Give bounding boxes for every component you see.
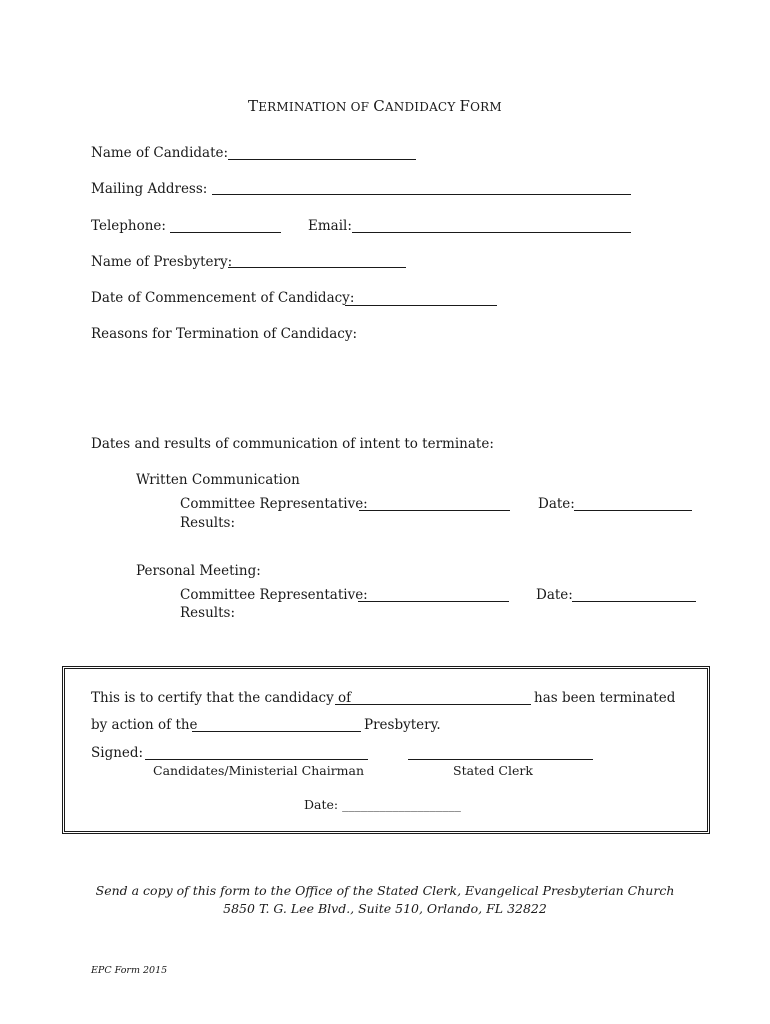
title-part: ORM <box>470 100 502 114</box>
title-part: F <box>459 97 471 115</box>
name-of-presbytery-label: Name of Presbytery: <box>91 254 233 270</box>
personal-date-field[interactable] <box>572 601 696 602</box>
date-commencement-field[interactable] <box>345 305 497 306</box>
presbytery-action-field[interactable] <box>192 731 361 732</box>
clerk-caption: Stated Clerk <box>453 763 533 778</box>
name-of-presbytery-field[interactable] <box>228 267 406 268</box>
form-id: EPC Form 2015 <box>91 965 168 976</box>
personal-meeting-label: Personal Meeting: <box>136 563 261 579</box>
written-date-label: Date: <box>538 496 575 512</box>
communication-heading: Dates and results of communication of intent to terminate: <box>91 436 494 452</box>
personal-results-label: Results: <box>180 605 235 621</box>
footer-address: 5850 T. G. Lee Blvd., Suite 510, Orlando, FL 32822 <box>223 901 547 916</box>
form-title <box>248 97 502 115</box>
telephone-label: Telephone: <box>91 218 166 234</box>
telephone-field[interactable] <box>170 232 281 233</box>
by-action-text: by action of the <box>91 717 198 733</box>
title-part: ERMINATION OF <box>258 100 374 114</box>
certification-date: Date: ___________________ <box>304 797 461 812</box>
mailing-address-field[interactable] <box>212 194 631 195</box>
title-part: T <box>248 97 259 115</box>
personal-rep-field[interactable] <box>358 601 509 602</box>
certify-candidate-field[interactable] <box>335 704 531 705</box>
certify-text-b: has been terminated <box>534 690 676 706</box>
reasons-label: Reasons for Termination of Candidacy: <box>91 326 358 342</box>
chairman-caption: Candidates/Ministerial Chairman <box>153 763 365 778</box>
written-date-field[interactable] <box>574 510 692 511</box>
email-field[interactable] <box>352 232 631 233</box>
date-commencement-label: Date of Commencement of Candidacy: <box>91 290 355 306</box>
written-rep-label: Committee Representative: <box>180 496 368 512</box>
name-of-candidate-field[interactable] <box>228 159 416 160</box>
written-communication-label: Written Communication <box>136 472 300 488</box>
name-of-candidate-label: Name of Candidate: <box>91 145 229 161</box>
signed-label: Signed: <box>91 745 144 761</box>
personal-rep-label: Committee Representative: <box>180 587 368 603</box>
mailing-address-label: Mailing Address: <box>91 181 208 197</box>
footer-instructions: Send a copy of this form to the Office of the Stated Clerk, Evangelical Presbyterian Church <box>95 883 675 898</box>
email-label: Email: <box>308 218 352 234</box>
personal-date-label: Date: <box>536 587 573 603</box>
certify-text-a: This is to certify that the candidacy of <box>91 690 352 706</box>
title-part: C <box>373 97 385 115</box>
title-part: ANDIDACY <box>384 100 460 114</box>
written-results-label: Results: <box>180 515 235 531</box>
presbytery-text: Presbytery. <box>364 717 441 733</box>
chairman-signature-field[interactable] <box>145 759 368 760</box>
clerk-signature-field[interactable] <box>408 759 593 760</box>
written-rep-field[interactable] <box>359 510 510 511</box>
